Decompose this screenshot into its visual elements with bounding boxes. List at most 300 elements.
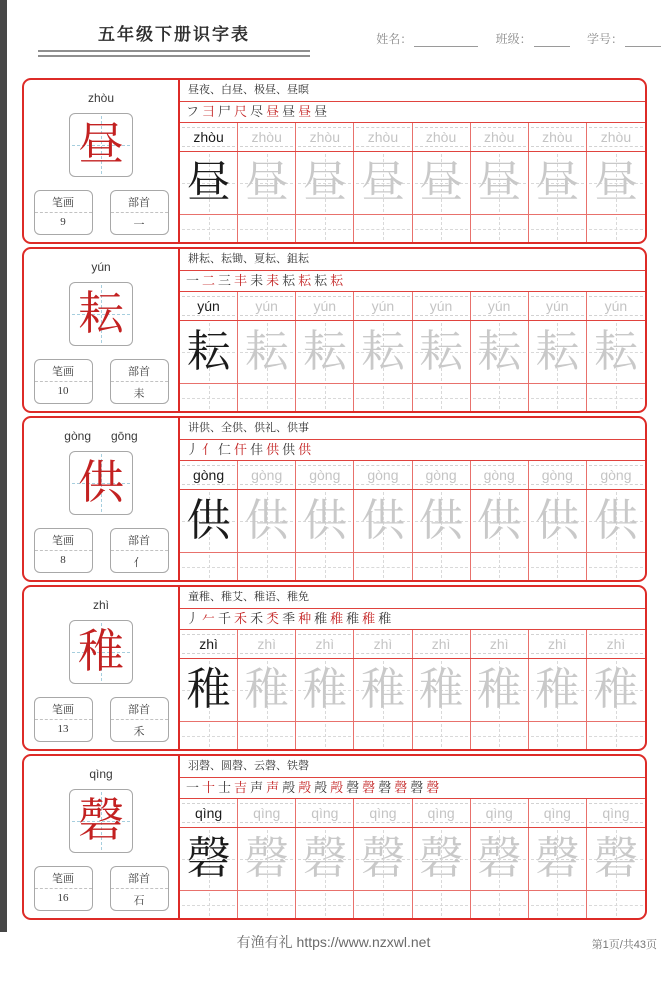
pinyin-practice-row [180, 292, 645, 321]
empty-practice-row [180, 215, 645, 242]
radical-value: 耒 [133, 388, 145, 400]
empty-practice-cell [413, 384, 471, 411]
pinyin-practice-cell [238, 292, 296, 320]
stroke-order [180, 609, 645, 630]
character-practice-cell [238, 152, 296, 214]
card-right-panel [178, 418, 645, 580]
empty-practice-cell [296, 553, 354, 580]
radical-value: 亻 [133, 557, 145, 569]
card-pinyin [89, 767, 112, 784]
empty-practice-cell [180, 553, 238, 580]
stroke-step: 耒 [266, 273, 280, 288]
character-practice-glyph: 耘 [360, 327, 405, 376]
character-card [22, 247, 647, 413]
character-practice-glyph: 磬 [419, 834, 464, 883]
character-practice-glyph: 昼 [593, 158, 638, 207]
pinyin-reading: gōng [111, 429, 138, 443]
empty-practice-cell [587, 215, 645, 242]
pinyin-practice-text: gòng [251, 467, 283, 483]
empty-practice-cell [238, 384, 296, 411]
strokes-value: 8 [60, 554, 66, 566]
pinyin-practice-text: qìng [543, 805, 571, 821]
pinyin-practice-cell [587, 799, 645, 827]
character-practice-cell [180, 490, 238, 552]
radical-box [110, 866, 169, 911]
class-label: 班级： [495, 32, 532, 46]
character-practice-glyph: 供 [593, 496, 638, 545]
stroke-step: 尽 [250, 104, 264, 119]
stroke-step: 二 [202, 273, 216, 288]
title-block [38, 20, 310, 57]
character-practice-glyph: 耘 [186, 327, 231, 376]
character-practice-glyph: 耘 [419, 327, 464, 376]
pinyin-practice-text: zhòu [425, 129, 457, 145]
stroke-step: 供 [298, 442, 312, 457]
character-practice-glyph: 稚 [186, 665, 231, 714]
radical-box [110, 359, 169, 404]
stroke-step: フ [186, 104, 200, 119]
stroke-step: 耘 [298, 273, 312, 288]
character-practice-cell [587, 828, 645, 890]
stroke-count-box [34, 190, 93, 235]
character-practice-cell [180, 659, 238, 721]
character-practice-glyph: 稚 [244, 665, 289, 714]
empty-practice-cell [296, 722, 354, 749]
pinyin-practice-text: gòng [483, 467, 515, 483]
empty-practice-cell [587, 553, 645, 580]
pinyin-practice-row [180, 630, 645, 659]
stroke-step: ⺕ [202, 104, 216, 119]
pinyin-practice-cell [471, 123, 529, 151]
character-practice-cell [413, 659, 471, 721]
stroke-step: 三 [218, 273, 232, 288]
card-meta [34, 190, 169, 235]
stroke-step: 耘 [314, 273, 328, 288]
pinyin-practice-text: zhòu [251, 129, 282, 145]
pinyin-practice-text: qìng [253, 805, 281, 821]
empty-practice-cell [587, 722, 645, 749]
stroke-step: 秂 [266, 611, 280, 626]
card-left-panel [24, 418, 178, 580]
main-character: 供 [78, 457, 124, 508]
character-practice-cell [471, 321, 529, 383]
character-practice-cell [413, 828, 471, 890]
radical-label: 部首 [111, 867, 168, 889]
pinyin-practice-cell [296, 123, 354, 151]
pinyin-practice-text: qìng [602, 805, 630, 821]
character-practice-cell [471, 152, 529, 214]
empty-practice-row [180, 722, 645, 749]
pinyin-practice-cell [529, 123, 587, 151]
id-blank [625, 33, 661, 47]
empty-practice-cell [238, 722, 296, 749]
pinyin-practice-cell [587, 292, 645, 320]
stroke-step: 尺 [234, 104, 248, 119]
character-practice-cell [238, 659, 296, 721]
pinyin-practice-cell [587, 630, 645, 658]
pinyin-practice-text: zhì [257, 636, 277, 652]
character-practice-glyph: 耘 [477, 327, 522, 376]
character-practice-glyph: 稚 [593, 665, 638, 714]
pinyin-practice-cell [413, 123, 471, 151]
empty-practice-cell [296, 215, 354, 242]
character-practice-glyph: 昼 [419, 158, 464, 207]
card-meta [34, 866, 169, 911]
empty-practice-cell [529, 215, 587, 242]
radical-box [110, 697, 169, 742]
character-cards-list [22, 78, 667, 920]
id-field [587, 32, 661, 46]
empty-practice-cell [413, 553, 471, 580]
character-practice-cell [296, 828, 354, 890]
strokes-value: 16 [57, 892, 69, 904]
character-box [69, 282, 133, 346]
pinyin-practice-text: zhì [489, 636, 509, 652]
card-right-panel [178, 80, 645, 242]
pinyin-practice-cell [296, 799, 354, 827]
empty-practice-cell [529, 891, 587, 918]
character-practice-glyph: 磬 [593, 834, 638, 883]
pinyin-practice-cell [413, 799, 471, 827]
stroke-step: 稚 [362, 611, 376, 626]
character-practice-glyph: 昼 [477, 158, 522, 207]
pinyin-practice-row [180, 123, 645, 152]
student-info-fields [362, 30, 661, 47]
pinyin-practice-cell [296, 630, 354, 658]
stroke-step: 稚 [378, 611, 392, 626]
character-practice-cell [471, 828, 529, 890]
pinyin-practice-text: zhòu [193, 129, 224, 145]
stroke-step: 殸 [282, 780, 296, 795]
strokes-value: 10 [57, 385, 69, 397]
pinyin-practice-cell [471, 630, 529, 658]
pinyin-practice-text: gòng [367, 467, 399, 483]
character-box [69, 113, 133, 177]
card-left-panel [24, 80, 178, 242]
character-practice-cell [413, 490, 471, 552]
strokes-label: 笔画 [35, 867, 92, 889]
stroke-order [180, 271, 645, 292]
character-card [22, 416, 647, 582]
strokes-label: 笔画 [35, 360, 92, 382]
title-underline [38, 50, 310, 57]
character-practice-glyph: 磬 [360, 834, 405, 883]
character-practice-cell [296, 659, 354, 721]
character-practice-cell [471, 659, 529, 721]
pinyin-practice-text: zhì [199, 636, 218, 652]
character-practice-glyph: 耘 [244, 327, 289, 376]
empty-practice-cell [471, 553, 529, 580]
stroke-order [180, 102, 645, 123]
stroke-step: 稚 [314, 611, 328, 626]
stroke-step: 仠 [234, 442, 248, 457]
pinyin-practice-cell [180, 630, 238, 658]
empty-practice-cell [238, 553, 296, 580]
worksheet-header [0, 0, 667, 66]
pinyin-practice-text: yún [429, 298, 453, 314]
empty-practice-cell [413, 215, 471, 242]
character-practice-glyph: 磬 [477, 834, 522, 883]
strokes-value: 9 [60, 216, 66, 228]
empty-practice-cell [354, 384, 412, 411]
pinyin-practice-text: zhì [315, 636, 335, 652]
character-practice-cell [354, 152, 412, 214]
pinyin-practice-cell [354, 799, 412, 827]
character-practice-glyph: 昼 [244, 158, 289, 207]
stroke-step: 尸 [218, 104, 232, 119]
stroke-count-box [34, 359, 93, 404]
stroke-step: 千 [218, 611, 232, 626]
character-practice-glyph: 昼 [360, 158, 405, 207]
pinyin-practice-text: yún [604, 298, 628, 314]
stroke-step: 一 [186, 273, 200, 288]
character-practice-glyph: 昼 [302, 158, 347, 207]
radical-value: 禾 [133, 726, 145, 738]
character-practice-cell [529, 828, 587, 890]
empty-practice-row [180, 384, 645, 411]
pinyin-practice-cell [238, 799, 296, 827]
pinyin-practice-cell [180, 292, 238, 320]
empty-practice-cell [471, 384, 529, 411]
pinyin-practice-cell [413, 461, 471, 489]
stroke-step: 昼 [266, 104, 280, 119]
card-left-panel [24, 756, 178, 918]
stroke-order [180, 440, 645, 461]
pinyin-practice-text: qìng [485, 805, 513, 821]
stroke-step: 磬 [378, 780, 392, 795]
example-words: 耕耘、耘锄、夏耘、鉏耘 [180, 249, 645, 271]
card-pinyin [64, 429, 137, 446]
pinyin-practice-cell [238, 630, 296, 658]
pinyin-practice-text: yún [255, 298, 278, 314]
card-pinyin [88, 91, 114, 108]
character-practice-cell [413, 321, 471, 383]
stroke-count-box [34, 528, 93, 573]
empty-practice-cell [413, 722, 471, 749]
stroke-step: 秊 [282, 611, 296, 626]
radical-label: 部首 [111, 191, 168, 213]
stroke-step: 丰 [234, 273, 248, 288]
example-words: 昼夜、白昼、极昼、昼暝 [180, 80, 645, 102]
name-blank [414, 33, 478, 47]
stroke-step: 声 [250, 780, 264, 795]
pinyin-practice-text: yún [313, 298, 337, 314]
empty-practice-cell [180, 384, 238, 411]
card-right-panel [178, 249, 645, 411]
character-card [22, 754, 647, 920]
character-box [69, 451, 133, 515]
empty-practice-row [180, 553, 645, 580]
stroke-step: 禾 [234, 611, 248, 626]
pinyin-practice-cell [529, 461, 587, 489]
radical-value: 一 [133, 219, 145, 231]
character-practice-cell [354, 321, 412, 383]
pinyin-practice-cell [471, 461, 529, 489]
stroke-step: 亻 [202, 442, 216, 457]
character-practice-glyph: 耘 [593, 327, 638, 376]
class-blank [534, 33, 570, 47]
radical-label: 部首 [111, 698, 168, 720]
pinyin-practice-text: qìng [311, 805, 339, 821]
pinyin-practice-text: yún [371, 298, 395, 314]
pinyin-practice-cell [238, 461, 296, 489]
pinyin-practice-cell [238, 123, 296, 151]
stroke-step: 昼 [314, 104, 328, 119]
pinyin-practice-cell [354, 461, 412, 489]
pinyin-practice-text: zhòu [484, 129, 515, 145]
stroke-step: 禾 [250, 611, 264, 626]
character-practice-row [180, 659, 645, 722]
character-practice-glyph: 耘 [535, 327, 580, 376]
empty-practice-cell [354, 553, 412, 580]
strokes-value: 13 [57, 723, 69, 735]
character-practice-glyph: 耘 [302, 327, 347, 376]
stroke-step: 磬 [362, 780, 376, 795]
pinyin-practice-text: zhòu [309, 129, 340, 145]
character-practice-glyph: 供 [244, 496, 289, 545]
empty-practice-cell [180, 215, 238, 242]
stroke-order [180, 778, 645, 799]
stroke-step: 殸 [314, 780, 328, 795]
example-words: 童稚、稚艾、稚语、稚免 [180, 587, 645, 609]
pinyin-practice-cell [413, 292, 471, 320]
stroke-step: 殸 [330, 780, 344, 795]
stroke-step: 十 [202, 780, 216, 795]
empty-practice-cell [296, 384, 354, 411]
worksheet-footer [0, 932, 667, 956]
character-card [22, 78, 647, 244]
stroke-step: 稚 [346, 611, 360, 626]
pinyin-practice-text: zhòu [542, 129, 573, 145]
pinyin-reading: qìng [89, 767, 113, 781]
character-practice-cell [238, 828, 296, 890]
character-practice-cell [180, 152, 238, 214]
stroke-step: 昼 [282, 104, 296, 119]
character-practice-row [180, 828, 645, 891]
pinyin-practice-text: zhì [547, 636, 567, 652]
character-practice-cell [354, 490, 412, 552]
character-practice-glyph: 供 [186, 496, 231, 545]
radical-box [110, 190, 169, 235]
pinyin-practice-cell [529, 630, 587, 658]
pinyin-practice-text: gòng [541, 467, 573, 483]
pinyin-practice-text: zhì [373, 636, 393, 652]
name-label: 姓名： [376, 32, 413, 46]
pinyin-practice-text: zhì [606, 636, 626, 652]
pinyin-practice-text: gòng [425, 467, 457, 483]
character-practice-cell [180, 321, 238, 383]
pinyin-practice-cell [354, 630, 412, 658]
empty-practice-cell [238, 215, 296, 242]
main-character: 耘 [78, 288, 124, 339]
pinyin-practice-cell [296, 292, 354, 320]
stroke-step: 丿 [186, 611, 200, 626]
character-practice-cell [471, 490, 529, 552]
character-practice-cell [180, 828, 238, 890]
pinyin-practice-row [180, 461, 645, 490]
character-practice-glyph: 稚 [360, 665, 405, 714]
main-character: 稚 [78, 626, 124, 677]
character-practice-glyph: 供 [535, 496, 580, 545]
character-card [22, 585, 647, 751]
character-box [69, 789, 133, 853]
character-practice-cell [529, 321, 587, 383]
stroke-step: 𠂉 [202, 611, 216, 626]
character-practice-glyph: 磬 [186, 834, 231, 883]
pinyin-practice-cell [354, 292, 412, 320]
stroke-step: 供 [282, 442, 296, 457]
pinyin-reading: gòng [64, 429, 91, 443]
empty-practice-cell [471, 215, 529, 242]
character-practice-glyph: 稚 [419, 665, 464, 714]
pinyin-practice-text: gòng [192, 467, 225, 483]
pinyin-practice-cell [587, 123, 645, 151]
character-practice-glyph: 昼 [186, 158, 231, 207]
character-practice-glyph: 昼 [535, 158, 580, 207]
example-words: 讲供、全供、供礼、供事 [180, 418, 645, 440]
radical-label: 部首 [111, 360, 168, 382]
character-practice-cell [296, 321, 354, 383]
radical-value: 石 [133, 895, 145, 907]
stroke-step: 磬 [410, 780, 424, 795]
stroke-step: 磬 [346, 780, 360, 795]
card-pinyin [93, 598, 109, 615]
character-practice-glyph: 磬 [535, 834, 580, 883]
pinyin-practice-cell [471, 292, 529, 320]
pinyin-practice-cell [180, 123, 238, 151]
character-practice-cell [587, 152, 645, 214]
character-practice-cell [529, 659, 587, 721]
character-practice-glyph: 供 [360, 496, 405, 545]
stroke-step: 耘 [282, 273, 296, 288]
character-practice-row [180, 152, 645, 215]
character-practice-cell [296, 490, 354, 552]
empty-practice-cell [180, 722, 238, 749]
stroke-step: 仹 [250, 442, 264, 457]
pinyin-practice-cell [471, 799, 529, 827]
character-practice-glyph: 磬 [244, 834, 289, 883]
main-character: 昼 [78, 119, 124, 170]
pinyin-practice-text: zhòu [367, 129, 399, 145]
stroke-count-box [34, 697, 93, 742]
empty-practice-cell [529, 722, 587, 749]
pinyin-practice-text: zhì [431, 636, 451, 652]
character-practice-row [180, 490, 645, 553]
example-words: 羽磬、圆磬、云磬、铁磬 [180, 756, 645, 778]
empty-practice-cell [180, 891, 238, 918]
stroke-step: 士 [218, 780, 232, 795]
character-practice-glyph: 稚 [477, 665, 522, 714]
character-practice-cell [529, 152, 587, 214]
empty-practice-cell [238, 891, 296, 918]
footer-site: 有渔有礼 https://www.nzxwl.net [236, 934, 431, 950]
empty-practice-cell [529, 384, 587, 411]
stroke-step: 供 [266, 442, 280, 457]
pinyin-practice-row [180, 799, 645, 828]
character-practice-glyph: 供 [302, 496, 347, 545]
character-box [69, 620, 133, 684]
card-meta [34, 528, 169, 573]
pinyin-practice-text: yún [197, 298, 220, 314]
stroke-step: 殸 [298, 780, 312, 795]
character-practice-cell [587, 490, 645, 552]
character-practice-cell [413, 152, 471, 214]
character-practice-row [180, 321, 645, 384]
card-right-panel [178, 756, 645, 918]
character-practice-cell [238, 490, 296, 552]
card-meta [34, 359, 169, 404]
stroke-step: 昼 [298, 104, 312, 119]
